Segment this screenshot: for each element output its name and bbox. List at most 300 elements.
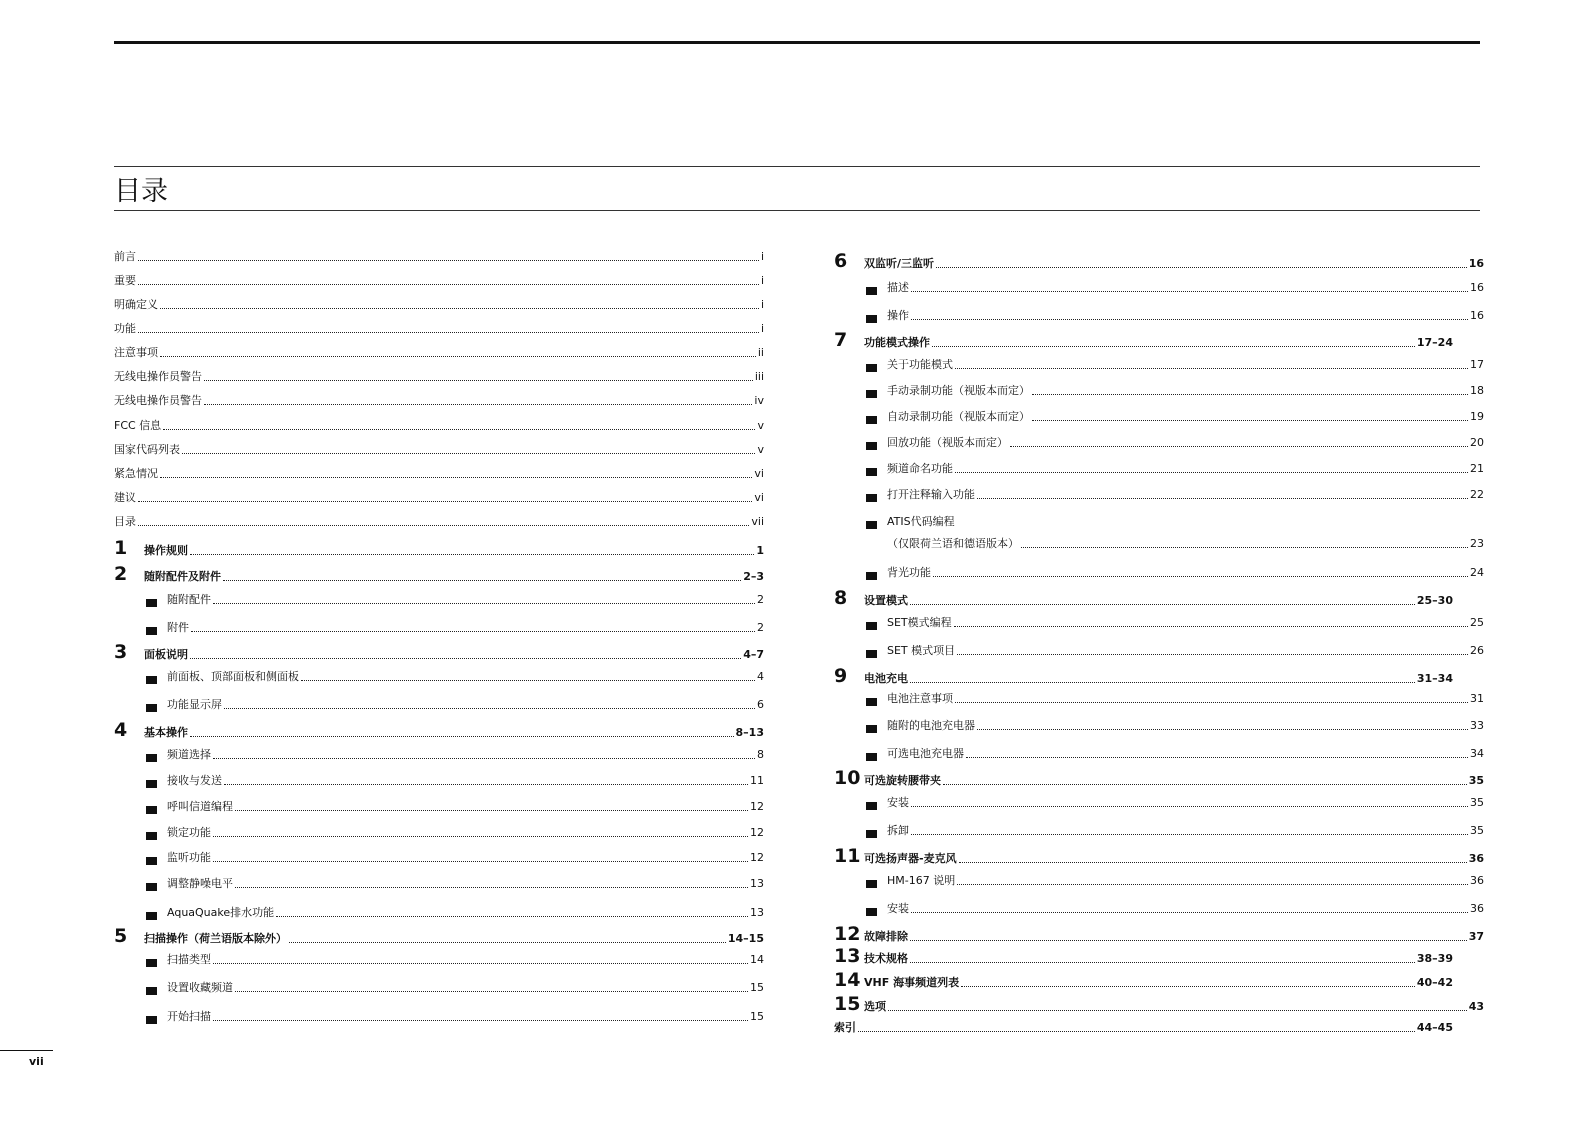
section-number: 15 [834,993,861,1015]
toc-subentry[interactable] [866,874,1484,888]
toc-section[interactable] [834,666,1453,686]
dot-leader [138,284,759,285]
dot-leader [204,380,753,381]
toc-entry-label: 基本操作 [144,726,188,739]
dot-leader [224,708,755,709]
toc-entry-page: 13 [750,877,764,890]
toc-entry[interactable] [114,298,764,312]
toc-subentry[interactable] [866,384,1484,398]
toc-entry-label: 国家代码列表 [114,443,180,456]
dot-leader [213,963,748,964]
toc-entry-label: 电池注意事项 [887,692,953,705]
toc-entry-label: 可选旋转腰带夹 [864,774,941,787]
toc-entry-label: 开始扫描 [167,1010,211,1023]
dot-leader [959,862,1467,863]
toc-entry-page: 4–7 [743,648,764,661]
toc-section[interactable] [834,768,1484,788]
toc-entry-label: 建议 [114,491,136,504]
toc-entry-page: 12 [750,800,764,813]
toc-entry-page: 35 [1468,774,1484,787]
section-number: 12 [834,923,861,945]
toc-subentry[interactable] [146,621,764,635]
toc-subentry[interactable] [866,436,1484,450]
toc-entry-page: 15 [750,981,764,994]
toc-entry-page: 24 [1470,566,1484,579]
toc-entry-label: 前面板、顶部面板和侧面板 [167,670,299,683]
dot-leader [182,453,755,454]
toc-entry[interactable] [114,491,764,505]
toc-entry-page: vii [751,515,764,528]
dot-leader [138,332,759,333]
dot-leader [910,940,1467,941]
dot-leader [888,1010,1467,1011]
bullet-square-icon [146,627,157,635]
toc-entry-page: i [760,250,764,263]
toc-entry-page: 34 [1470,747,1484,760]
toc-entry-page: 33 [1470,719,1484,732]
toc-entry-page: 35 [1470,796,1484,809]
toc-entry-label: 附件 [167,621,189,634]
bullet-square-icon [146,912,157,920]
header-rule [114,166,1480,167]
toc-section[interactable] [114,538,764,558]
bullet-square-icon [866,364,877,372]
section-number: 14 [834,969,861,991]
toc-entry-page: 14–15 [727,932,764,945]
section-number: 1 [114,537,128,559]
dot-leader [966,757,1468,758]
toc-entry-page: vi [754,467,764,480]
dot-leader [1032,394,1468,395]
bullet-square-icon [866,315,877,323]
toc-entry-label: 调整静噪电平 [167,877,233,890]
dot-leader [911,806,1468,807]
dot-leader [954,626,1468,627]
toc-entry-page: 2 [757,621,764,634]
dot-leader [911,834,1468,835]
dot-leader [1010,446,1468,447]
section-number: 13 [834,945,861,967]
toc-entry-page: 17–24 [1416,336,1453,349]
section-number: 6 [834,250,848,272]
dot-leader [910,962,1415,963]
toc-subentry[interactable] [146,906,764,920]
toc-entry-label: 注意事项 [114,346,158,359]
toc-entry-page: 18 [1470,384,1484,397]
bullet-square-icon [146,754,157,762]
title-rule [114,210,1480,211]
toc-entry-label: 打开注释输入功能 [887,488,975,501]
dot-leader [911,319,1468,320]
bullet-square-icon [146,987,157,995]
toc-entry-label: 背光功能 [887,566,931,579]
toc-entry-label: VHF 海事频道列表 [864,976,960,989]
toc-entry-label: 操作 [887,309,909,322]
toc-section[interactable] [834,946,1453,966]
toc-entry-page: 8–13 [735,726,764,739]
toc-entry-page: 19 [1470,410,1484,423]
toc-section[interactable] [834,970,1453,990]
toc-section[interactable] [114,720,764,740]
toc-entry-label: 拆卸 [887,824,909,837]
toc-entry-page: 6 [757,698,764,711]
dot-leader [957,884,1468,885]
dot-leader [138,260,759,261]
bullet-square-icon [866,802,877,810]
toc-entry[interactable] [114,274,764,288]
dot-leader [235,810,748,811]
bullet-square-icon [866,287,877,295]
toc-subentry[interactable] [146,748,764,762]
toc-subentry[interactable] [146,826,764,840]
toc-entry-page: ii [757,346,764,359]
dot-leader [160,477,752,478]
toc-entry-page: 14 [750,953,764,966]
footer-page-number: vii [29,1055,44,1068]
section-number: 7 [834,329,848,351]
toc-subentry[interactable] [866,462,1484,476]
toc-subentry[interactable] [866,309,1484,323]
toc-entry-page: 2–3 [743,570,764,583]
toc-entry-label: 面板说明 [144,648,188,661]
toc-subentry[interactable] [866,515,1484,529]
toc-subentry[interactable] [146,877,764,891]
bullet-square-icon [866,468,877,476]
toc-entry[interactable] [114,443,764,457]
dot-leader [213,758,755,759]
bullet-square-icon [866,753,877,761]
toc-entry-page: 22 [1470,488,1484,501]
toc-entry-label: 安装 [887,796,909,809]
toc-index[interactable] [834,1021,1453,1035]
toc-subentry[interactable] [866,566,1484,580]
dot-leader [977,498,1468,499]
dot-leader [1032,420,1468,421]
toc-entry-label: 双监听/三监听 [864,257,935,270]
toc-subentry[interactable] [146,800,764,814]
toc-entry-label: 操作规则 [144,544,188,557]
dot-leader [961,986,1415,987]
toc-subentry[interactable] [866,488,1484,502]
dot-leader [235,887,748,888]
dot-leader [204,404,752,405]
bullet-square-icon [146,806,157,814]
toc-section[interactable] [834,994,1484,1014]
bullet-square-icon [146,832,157,840]
toc-entry-page: i [760,298,764,311]
toc-entry-label: 紧急情况 [114,467,158,480]
toc-entry[interactable] [114,515,764,529]
bullet-square-icon [866,494,877,502]
dot-leader [910,604,1415,605]
toc-entry-label: 选项 [864,1000,886,1013]
toc-entry-page: i [760,322,764,335]
toc-entry-page: 16 [1470,309,1484,322]
toc-entry[interactable] [114,467,764,481]
dot-leader [933,576,1468,577]
toc-subentry[interactable] [146,981,764,995]
bullet-square-icon [146,959,157,967]
bullet-square-icon [866,572,877,580]
toc-section[interactable] [834,588,1453,608]
dot-leader [911,912,1468,913]
toc-subentry[interactable] [866,281,1484,295]
toc-subentry[interactable] [146,670,764,684]
toc-subentry[interactable] [866,616,1484,630]
bullet-square-icon [146,1016,157,1024]
toc-entry-page: v [757,419,764,432]
dot-leader [957,654,1468,655]
toc-entry-label: 明确定义 [114,298,158,311]
toc-entry-page: 26 [1470,644,1484,657]
toc-entry-label: 回放功能（视版本而定） [887,436,1008,449]
toc-entry-label: 频道命名功能 [887,462,953,475]
toc-entry-label: 手动录制功能（视版本而定） [887,384,1030,397]
toc-entry-page: 8 [757,748,764,761]
toc-entry-label: 功能模式操作 [864,336,930,349]
toc-entry-label: 电池充电 [864,672,908,685]
toc-entry-page: 20 [1470,436,1484,449]
section-number: 11 [834,845,861,867]
dot-leader [138,501,752,502]
toc-entry-page: 40–42 [1416,976,1453,989]
section-number: 8 [834,587,848,609]
bullet-square-icon [866,416,877,424]
toc-entry[interactable] [114,322,764,336]
toc-entry-label: HM-167 说明 [887,874,956,887]
toc-entry-page: 11 [750,774,764,787]
dot-leader [235,991,748,992]
toc-subentry[interactable] [146,774,764,788]
toc-subentry[interactable] [866,719,1484,733]
toc-entry-page: 1 [756,544,764,557]
toc-entry-page: 21 [1470,462,1484,475]
toc-entry-label: 呼叫信道编程 [167,800,233,813]
toc-subentry[interactable] [146,851,764,865]
section-number: 3 [114,641,128,663]
bullet-square-icon [866,622,877,630]
toc-entry-label: 关于功能模式 [887,358,953,371]
dot-leader [955,472,1468,473]
toc-subentry[interactable] [866,796,1484,810]
dot-leader [163,429,755,430]
toc-entry-label: 可选扬声器-麦克风 [864,852,957,865]
toc-section[interactable] [834,251,1484,271]
dot-leader [936,267,1467,268]
dot-leader [289,942,726,943]
toc-entry-label: ATIS代码编程 [887,515,955,528]
dot-leader [213,836,748,837]
dot-leader [224,784,748,785]
toc-entry-page: 17 [1470,358,1484,371]
toc-subentry[interactable] [866,747,1484,761]
toc-entry-label: 自动录制功能（视版本而定） [887,410,1030,423]
toc-entry-page: 2 [757,593,764,606]
dot-leader [276,916,748,917]
dot-leader [190,736,734,737]
bullet-square-icon [866,908,877,916]
toc-entry-page: 23 [1470,537,1484,550]
toc-subentry[interactable] [866,902,1484,916]
toc-entry-page: 36 [1470,902,1484,915]
top-rule [114,41,1480,44]
toc-entry-page: 43 [1468,1000,1484,1013]
dot-leader [160,356,756,357]
toc-entry-label: 设置收藏频道 [167,981,233,994]
toc-entry-page: 35 [1470,824,1484,837]
toc-entry-page: iii [754,370,764,383]
toc-section[interactable] [834,330,1453,350]
toc-entry-label: 描述 [887,281,909,294]
toc-entry-label: 索引 [834,1021,856,1034]
section-number: 5 [114,925,128,947]
toc-entry-label: FCC 信息 [114,419,162,432]
bullet-square-icon [866,698,877,706]
dot-leader [955,702,1468,703]
dot-leader [190,658,741,659]
toc-subentry[interactable] [146,953,764,967]
toc-entry-page: 31 [1470,692,1484,705]
toc-entry-label: AquaQuake排水功能 [167,906,275,919]
bullet-square-icon [146,883,157,891]
toc-entry-page: 25–30 [1416,594,1453,607]
toc-entry-label: 技术规格 [864,952,908,965]
bullet-square-icon [866,442,877,450]
toc-entry-label: 频道选择 [167,748,211,761]
toc-section[interactable] [834,924,1484,944]
toc-entry-label: 前言 [114,250,136,263]
toc-entry-page: v [757,443,764,456]
dot-leader [1021,547,1468,548]
toc-entry-page: 37 [1468,930,1484,943]
toc-entry-label: 重要 [114,274,136,287]
dot-leader [932,346,1415,347]
toc-entry-label: 故障排除 [864,930,908,943]
section-number: 9 [834,665,848,687]
bullet-square-icon [866,880,877,888]
toc-entry[interactable] [114,250,764,264]
toc-entry-label: 无线电操作员警告 [114,370,202,383]
toc-entry-page: 12 [750,826,764,839]
dot-leader [858,1031,1415,1032]
footer-rule [0,1050,53,1051]
bullet-square-icon [146,857,157,865]
dot-leader [213,1020,748,1021]
dot-leader [191,631,755,632]
bullet-square-icon [146,676,157,684]
toc-subentry-continued[interactable] [866,537,1484,551]
dot-leader [943,784,1467,785]
toc-entry-label: 安装 [887,902,909,915]
toc-entry-label: 可选电池充电器 [887,747,964,760]
toc-entry[interactable] [114,394,764,408]
toc-entry-label: SET 模式项目 [887,644,956,657]
toc-entry-label: 接收与发送 [167,774,222,787]
toc-section[interactable] [114,564,764,584]
toc-entry-page: 36 [1468,852,1484,865]
bullet-square-icon [866,830,877,838]
toc-entry-label: 监听功能 [167,851,211,864]
section-number: 4 [114,719,128,741]
toc-subentry[interactable] [146,698,764,712]
bullet-square-icon [866,650,877,658]
section-number: 10 [834,767,861,789]
dot-leader [160,308,759,309]
toc-entry-page: 38–39 [1416,952,1453,965]
dot-leader [955,368,1468,369]
toc-entry[interactable] [114,419,764,433]
bullet-square-icon [146,599,157,607]
section-number: 2 [114,563,128,585]
toc-section[interactable] [114,926,764,946]
toc-entry-page: 15 [750,1010,764,1023]
toc-section[interactable] [114,642,764,662]
toc-entry-label: 随附的电池充电器 [887,719,975,732]
dot-leader [977,729,1468,730]
toc-entry-label: SET模式编程 [887,616,952,629]
toc-entry-label: 目录 [114,515,136,528]
toc-entry-page: 13 [750,906,764,919]
page-title: 目录 [114,176,168,207]
dot-leader [223,580,741,581]
dot-leader [213,861,748,862]
toc-subentry[interactable] [146,1010,764,1024]
toc-entry-page: 31–34 [1416,672,1453,685]
toc-subentry[interactable] [866,644,1484,658]
toc-entry-label: 功能显示屏 [167,698,222,711]
toc-entry-page: 16 [1470,281,1484,294]
toc-entry-label: （仅限荷兰语和德语版本） [887,537,1019,550]
toc-entry-page: 36 [1470,874,1484,887]
toc-entry-page: 25 [1470,616,1484,629]
toc-entry-label: 锁定功能 [167,826,211,839]
dot-leader [213,603,755,604]
toc-entry-page: 12 [750,851,764,864]
toc-entry-page: i [760,274,764,287]
toc-entry[interactable] [114,370,764,384]
bullet-square-icon [866,521,877,529]
dot-leader [138,525,749,526]
toc-entry-page: iv [754,394,764,407]
toc-entry-label: 扫描操作（荷兰语版本除外） [144,932,287,945]
toc-entry-label: 无线电操作员警告 [114,394,202,407]
bullet-square-icon [866,725,877,733]
bullet-square-icon [146,704,157,712]
toc-entry-label: 设置模式 [864,594,908,607]
toc-entry-page: 4 [757,670,764,683]
dot-leader [190,554,754,555]
dot-leader [910,682,1415,683]
toc-entry-label: 功能 [114,322,136,335]
bullet-square-icon [866,390,877,398]
toc-section[interactable] [834,846,1484,866]
toc-subentry[interactable] [146,593,764,607]
bullet-square-icon [146,780,157,788]
toc-subentry[interactable] [866,692,1484,706]
toc-entry-page: vi [754,491,764,504]
dot-leader [911,291,1468,292]
toc-subentry[interactable] [866,824,1484,838]
toc-subentry[interactable] [866,410,1484,424]
toc-entry-page: 44–45 [1416,1021,1453,1034]
dot-leader [301,680,755,681]
toc-entry[interactable] [114,346,764,360]
toc-entry-label: 随附配件及附件 [144,570,221,583]
toc-entry-page: 16 [1468,257,1484,270]
toc-entry-label: 扫描类型 [167,953,211,966]
toc-entry-label: 随附配件 [167,593,211,606]
toc-subentry[interactable] [866,358,1484,372]
